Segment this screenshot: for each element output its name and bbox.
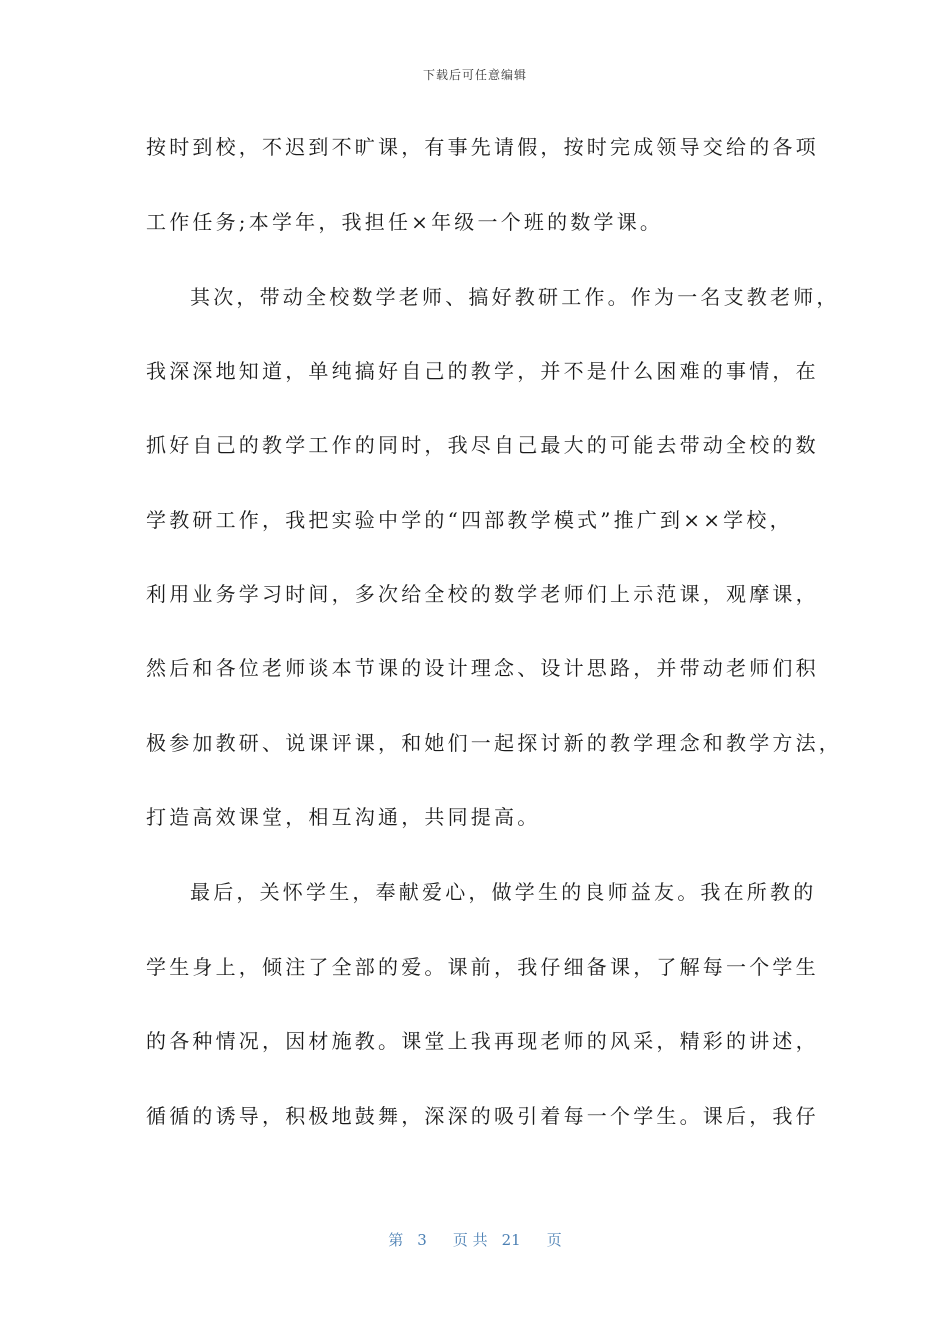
footer-mid: 页 共: [452, 1231, 488, 1249]
paragraph-line: 循循的诱导，积极地鼓舞，深深的吸引着每一个学生。课后，我仔: [146, 1104, 819, 1128]
page-footer: [0, 1229, 950, 1250]
paragraph-line: 利用业务学习时间，多次给全校的数学老师们上示范课，观摩课，: [146, 582, 819, 606]
paragraph-line: 抓好自己的教学工作的同时，我尽自己最大的可能去带动全校的数: [146, 433, 819, 457]
page-header-note: 下载后可任意编辑: [422, 68, 527, 82]
total-pages-number: 21: [501, 1231, 521, 1249]
paragraph-line: 其次，带动全校数学老师、搞好教研工作。作为一名支教老师，: [190, 285, 840, 309]
paragraph-line: 极参加教研、说课评课，和她们一起探讨新的教学理念和教学方法，: [146, 731, 842, 755]
paragraph-line: 工作任务;本学年，我担任×年级一个班的数学课。: [146, 210, 664, 234]
paragraph-line: 按时到校，不迟到不旷课，有事先请假，按时完成领导交给的各项: [146, 135, 819, 159]
paragraph-line: 然后和各位老师谈本节课的设计理念、设计思路，并带动老师们积: [146, 656, 819, 680]
paragraph-line: 的各种情况，因材施教。课堂上我再现老师的风采，精彩的讲述，: [146, 1029, 819, 1053]
paragraph-line: 打造高效课堂，相互沟通，共同提高。: [146, 805, 541, 829]
footer-suffix: 页: [546, 1231, 562, 1249]
current-page-number: 3: [417, 1231, 427, 1249]
footer-prefix: 第: [388, 1231, 404, 1249]
paragraph-line: 学教研工作，我把实验中学的“四部教学模式”推广到××学校，: [146, 508, 793, 532]
paragraph-line: 我深深地知道，单纯搞好自己的教学，并不是什么困难的事情，在: [146, 359, 819, 383]
paragraph-line: 最后，关怀学生，奉献爱心，做学生的良师益友。我在所教的: [190, 880, 817, 904]
paragraph-line: 学生身上，倾注了全部的爱。课前，我仔细备课，了解每一个学生: [146, 955, 819, 979]
